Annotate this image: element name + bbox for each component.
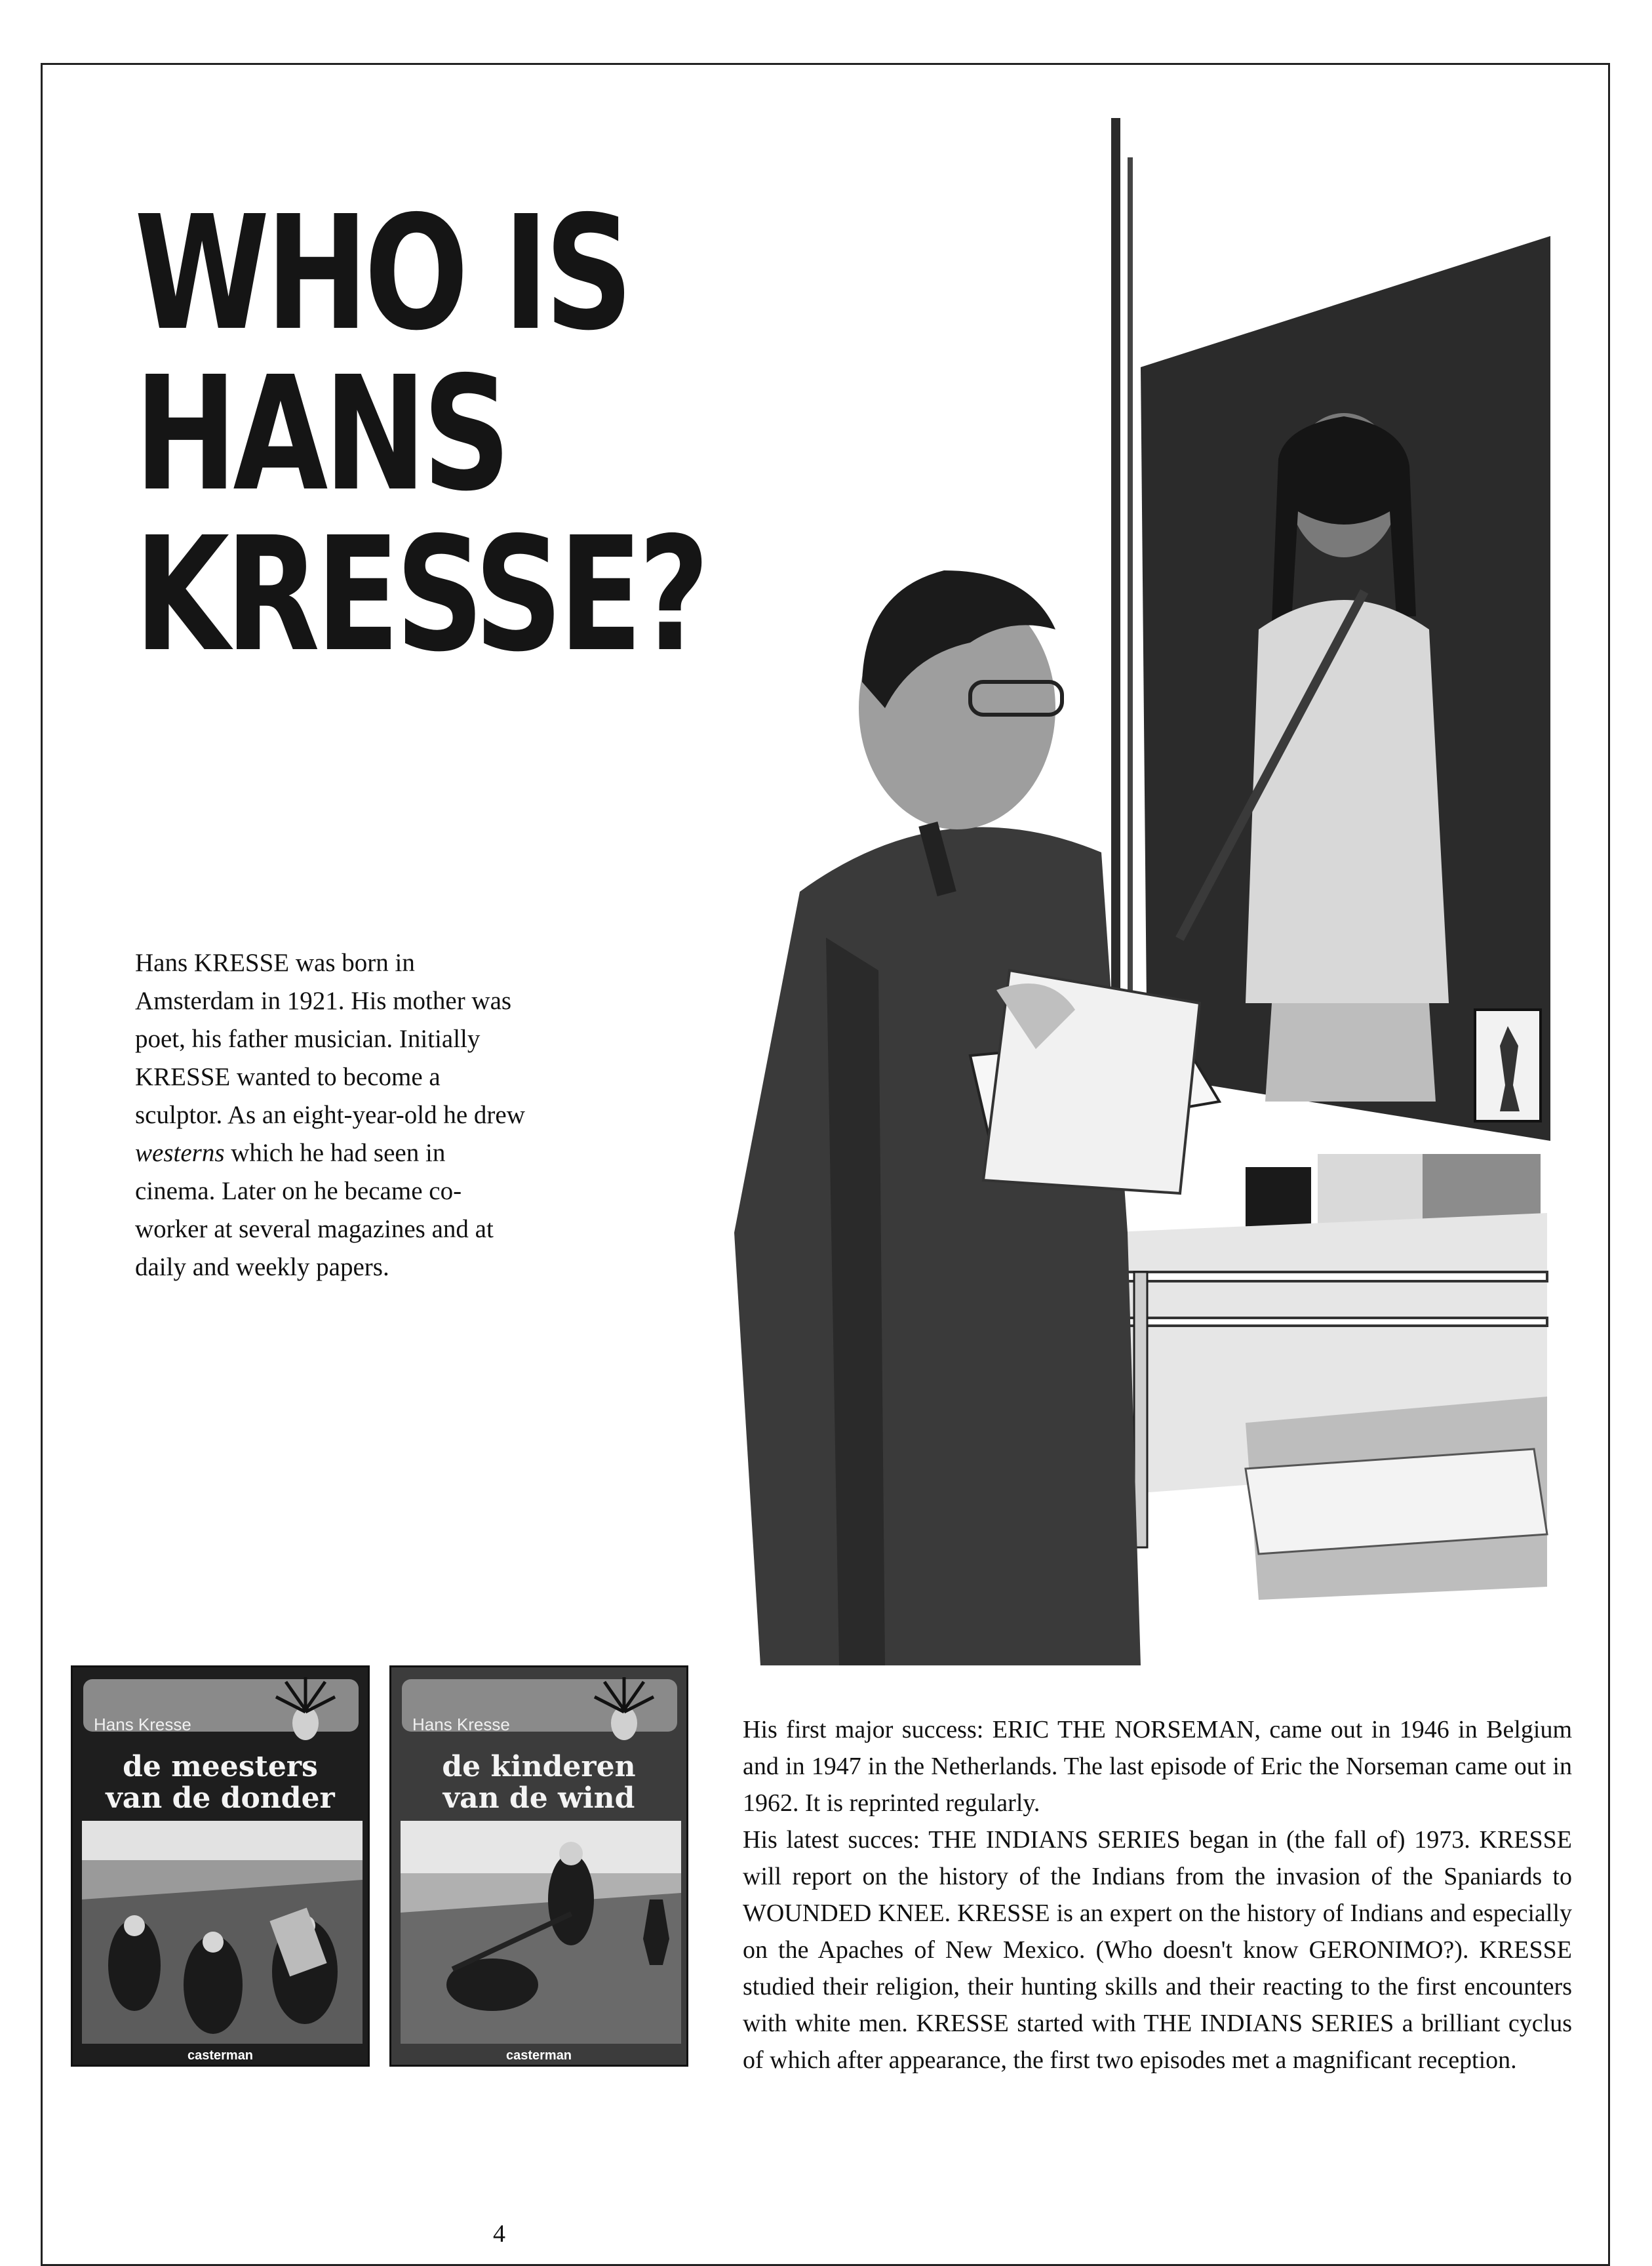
- headdress-logo-icon: [588, 1674, 660, 1746]
- body-paragraph-2: His latest succes: THE INDIANS SERIES began in (the fall of) 1973. KRESSE will report on the history of the Indians from the invasion of the Spaniards to WOUNDED KNEE. KRESSE is an expert on the history of Indians and especially on the Apaches of New Mexico. (Who doesn't know GERONIMO?). KRESSE studied their religion, their hunting skills and their reacting to the first encounters with white men. KRESSE started with THE INDIANS SERIES a brilliant cyclus of which after appearance, the first two episodes met a magnificant reception.: [743, 1826, 1572, 2074]
- cover-title: [391, 1751, 686, 1814]
- cover-author: Hans Kresse: [412, 1715, 510, 1734]
- cover-publisher: casterman: [73, 2048, 368, 2063]
- cover-title: [73, 1751, 368, 1814]
- title-line-1: WHO IS: [134, 182, 629, 365]
- cover-title-line-1: de meesters: [123, 1750, 318, 1783]
- cover-title-line-2: van de donder: [106, 1781, 335, 1815]
- title-line-3: KRESSE?: [134, 503, 706, 686]
- title-line-2: HANS: [134, 342, 507, 526]
- cover-author: Hans Kresse: [94, 1715, 191, 1734]
- book-cover-1: [71, 1665, 370, 2067]
- cover-illustration: [82, 1821, 363, 2044]
- headdress-logo-icon: [269, 1674, 342, 1746]
- intro-paragraph: [135, 944, 528, 1286]
- page-number: 4: [493, 2220, 505, 2248]
- intro-text-end: which he had seen in cinema. Later on he became co-worker at several magazines and at daily and weekly papers.: [135, 1139, 494, 1281]
- intro-text-start: Hans KRESSE was born in Amsterdam in 1921. His mother was poet, his father musician. Initially KRESSE wanted to become a sculptor. As an eight-year-old he drew: [135, 949, 525, 1129]
- body-text: [743, 1711, 1572, 2078]
- book-cover-2: [389, 1665, 688, 2067]
- page-title: [134, 182, 774, 686]
- cover-publisher: casterman: [391, 2048, 686, 2063]
- intro-italic-word: westerns: [135, 1139, 225, 1167]
- cover-title-line-2: van de wind: [442, 1781, 635, 1815]
- body-paragraph-1: His first major success: ERIC THE NORSEMAN, came out in 1946 in Belgium and in 1947 in the Netherlands. The last episode of Eric the Norseman came out in 1962. It is reprinted regularly.: [743, 1716, 1572, 1817]
- cover-title-line-1: de kinderen: [442, 1750, 636, 1783]
- cover-illustration: [401, 1821, 681, 2044]
